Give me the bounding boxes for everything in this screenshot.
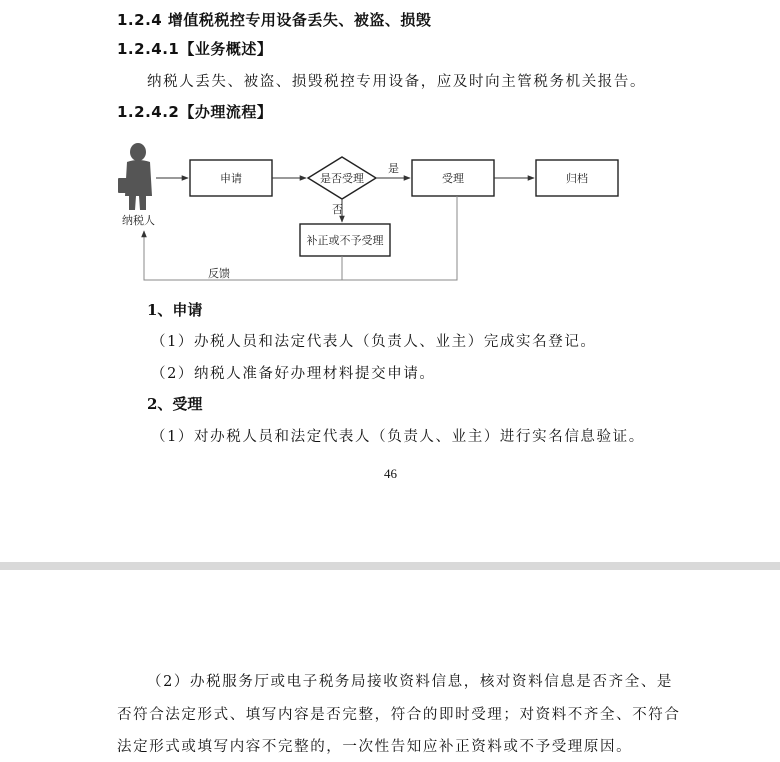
correct-label: 补正或不予受理 [306,234,384,247]
person-icon [118,143,152,210]
page-separator [0,562,780,570]
briefcase-icon [118,178,129,193]
overview-heading: 1.2.4.1【业务概述】 [117,40,273,58]
step2-title: 2、受理 [147,395,203,413]
no-label: 否 [332,203,343,216]
page-number: 46 [384,466,397,481]
overview-text: 纳税人丢失、被盗、损毁税控专用设备，应及时向主管税务机关报告。 [147,74,647,90]
archive-label: 归档 [566,172,588,185]
process-heading: 1.2.4.2【办理流程】 [117,103,273,121]
yes-label: 是 [388,162,399,175]
apply-label: 申请 [220,172,242,185]
step1-item-2: （2）纳税人准备好办理材料提交申请。 [151,366,436,382]
page2-line-3: 法定形式或填写内容不完整的，一次性告知应补正资料或不予受理原因。 [117,739,633,755]
step1-title: 1、申请 [147,301,203,319]
step2-item-1: （1）对办税人员和法定代表人（负责人、业主）进行实名信息验证。 [151,429,645,445]
decision-label: 是否受理 [320,172,364,185]
page2-line-2: 否符合法定形式、填写内容是否完整，符合的即时受理；对资料不齐全、不符合 [117,707,681,723]
process-flowchart [110,138,640,288]
step1-item-1: （1）办税人员和法定代表人（负责人、业主）完成实名登记。 [151,334,597,350]
feedback-label: 反馈 [208,267,230,280]
section-title: 1.2.4 增值税税控专用设备丢失、被盗、损毁 [117,11,432,29]
page2-line-1: （2）办税服务厅或电子税务局接收资料信息，核对资料信息是否齐全、是 [147,674,674,690]
accept-label: 受理 [442,172,464,185]
person-label: 纳税人 [122,214,155,227]
